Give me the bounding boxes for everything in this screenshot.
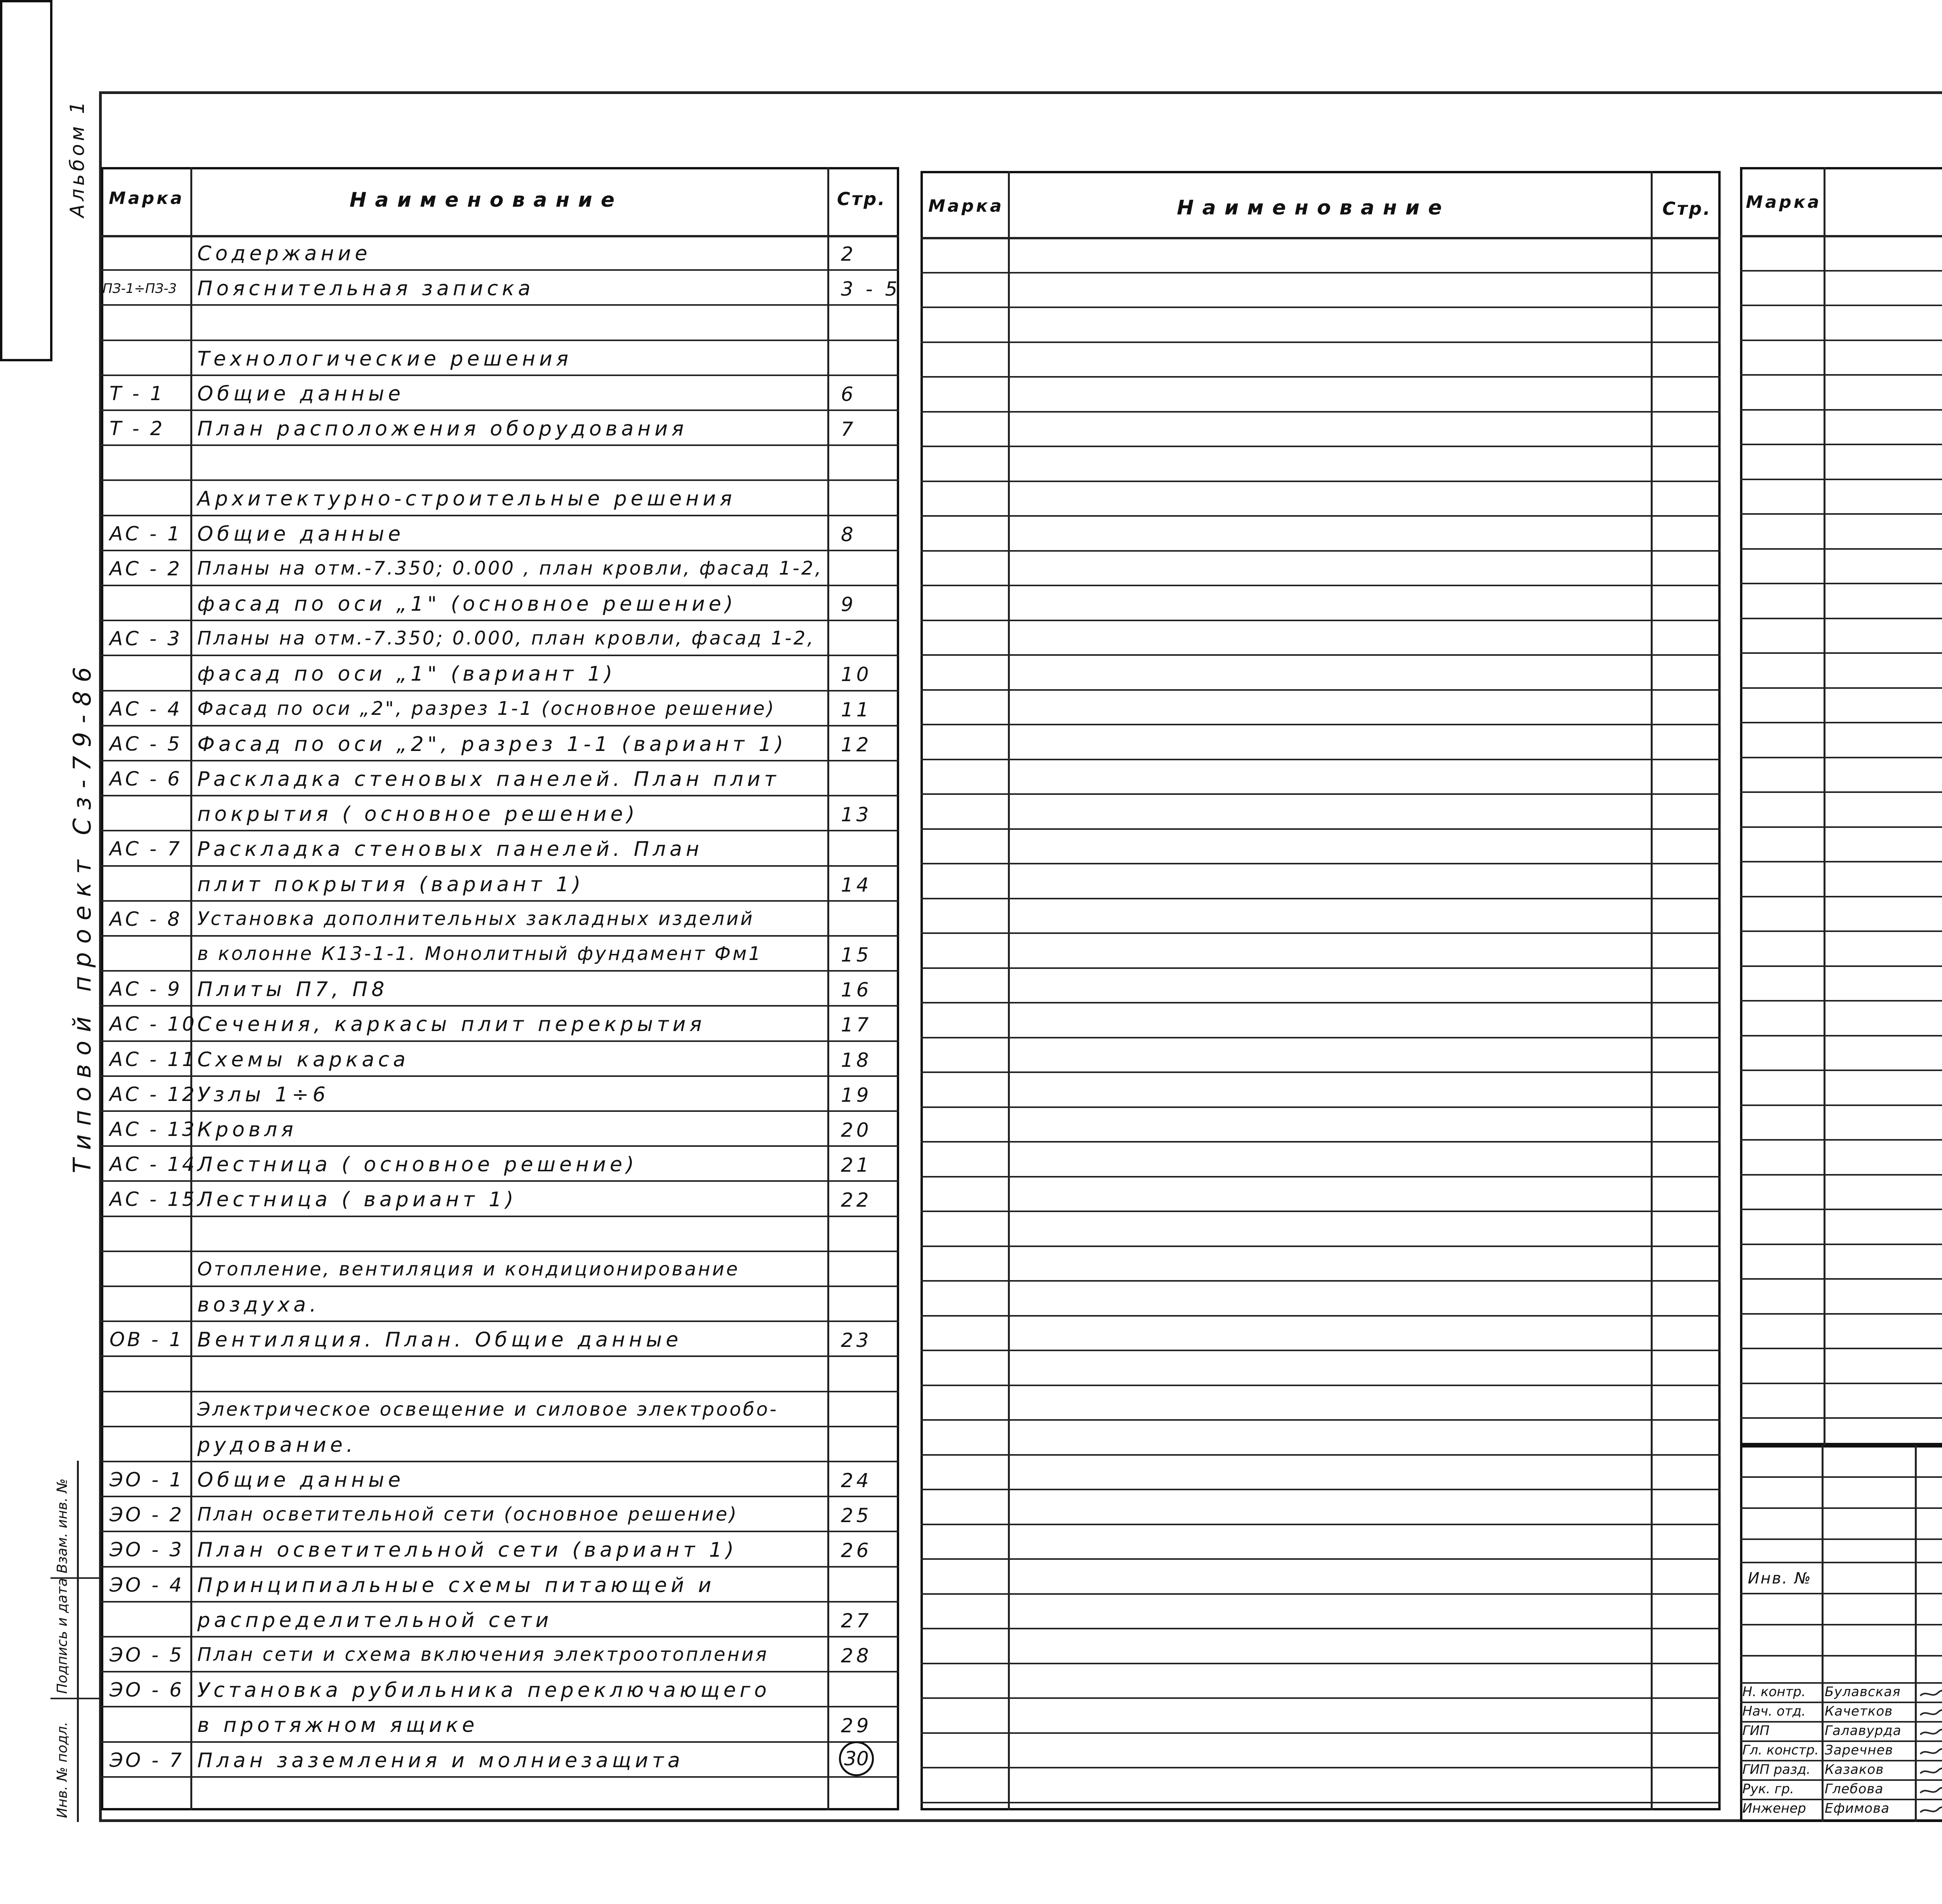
row-name: Схемы каркаса: [197, 1048, 409, 1071]
table-row: [101, 1392, 899, 1427]
table-row: [101, 480, 899, 515]
header-divider: [921, 237, 1721, 239]
table-row: [101, 1321, 899, 1356]
row-divider: [921, 1385, 1721, 1386]
row-divider: [1740, 340, 1942, 341]
row-page: 14: [841, 873, 872, 896]
row-name: Плиты П7, П8: [197, 978, 388, 1002]
row-mark: Т - 1: [110, 382, 165, 405]
name-header: Наименование: [1177, 196, 1451, 219]
table-row: [101, 971, 899, 1006]
row-page: 10: [841, 663, 872, 686]
table-row: [101, 655, 899, 690]
row-divider: [1740, 548, 1942, 550]
header-divider: [1740, 235, 1942, 237]
row-divider: [921, 341, 1721, 343]
row-divider: [1740, 861, 1942, 862]
row-divider: [921, 1106, 1721, 1108]
stamp-col: [1822, 1445, 1824, 1822]
row-mark: ЭО - 2: [110, 1503, 184, 1526]
row-name: плит покрытия (вариант 1): [197, 873, 585, 896]
row-name: План осветительной сети (основное решение): [197, 1503, 738, 1526]
row-divider: [921, 1071, 1721, 1073]
row-mark: АС - 13: [110, 1118, 197, 1141]
mark-header: Марка: [928, 196, 1004, 216]
row-divider: [921, 1524, 1721, 1525]
row-name: Пояснительная записка: [197, 277, 534, 301]
table-row: [101, 1531, 899, 1566]
row-divider: [1740, 930, 1942, 932]
table-row: [101, 270, 899, 305]
table-row: [101, 1427, 899, 1462]
table-row: [101, 761, 899, 796]
row-divider: [1740, 583, 1942, 584]
album-label: Альбом 1: [66, 98, 89, 218]
row-mark: АС - 7: [110, 838, 182, 861]
table-row: [101, 1146, 899, 1181]
stamp-line: [1740, 1624, 1942, 1625]
table-row: [101, 1567, 899, 1602]
inventory-strip-divider: [77, 1461, 79, 1822]
table-row: [101, 375, 899, 410]
row-name: распределительной сети: [197, 1608, 553, 1632]
signature-scribble: [1919, 1786, 1942, 1796]
row-divider: [921, 1558, 1721, 1560]
row-divider: [1740, 1278, 1942, 1280]
row-mark: ПЗ-1÷ПЗ-3: [103, 281, 177, 297]
row-divider: [1740, 1139, 1942, 1141]
table-row: [101, 691, 899, 726]
row-divider: [1740, 1209, 1942, 1210]
row-name: Принципиальные схемы питающей и: [197, 1573, 715, 1597]
row-name: фасад по оси „1" (основное решение): [197, 592, 737, 616]
row-page: 19: [841, 1084, 872, 1106]
mark-header: Марка: [1746, 192, 1822, 212]
page-header: Стр.: [837, 188, 886, 209]
row-page: 21: [841, 1154, 872, 1177]
row-divider: [1740, 479, 1942, 480]
contents-table-3: [1740, 167, 1942, 1445]
inventory-strip: [0, 0, 52, 361]
row-divider: [1740, 513, 1942, 515]
row-mark: ЭО - 1: [110, 1469, 184, 1491]
contents-table-2: [921, 171, 1721, 1810]
table-row: [101, 1602, 899, 1637]
row-divider: [1740, 791, 1942, 793]
row-divider: [101, 1776, 899, 1778]
signature-scribble: [1919, 1728, 1942, 1738]
stamp-line: [1740, 1702, 1942, 1703]
row-mark: ЭО - 6: [110, 1679, 184, 1702]
signature-scribble: [1919, 1689, 1942, 1699]
row-divider: [1740, 687, 1942, 689]
row-divider: [921, 1002, 1721, 1003]
row-name: Лестница ( основное решение): [197, 1153, 638, 1177]
row-mark: АС - 12: [110, 1083, 197, 1106]
row-divider: [921, 1628, 1721, 1629]
table-row: [101, 1356, 899, 1391]
row-divider: [1740, 1174, 1942, 1176]
row-divider: [921, 1767, 1721, 1768]
row-name: Электрическое освещение и силовое электрообо-: [197, 1398, 778, 1420]
table-row: [101, 1251, 899, 1286]
row-name: воздуха.: [197, 1293, 320, 1317]
inv-col-label: Взам. инв. №: [54, 1478, 70, 1573]
table-row: [101, 516, 899, 550]
row-mark: ОВ - 1: [110, 1328, 184, 1351]
table-row: [101, 1742, 899, 1777]
row-divider: [1740, 1244, 1942, 1245]
row-divider: [921, 481, 1721, 482]
signer-role: ГИП: [1742, 1723, 1770, 1739]
row-mark: АС - 6: [110, 768, 182, 790]
inv-label: Инв. №: [1748, 1570, 1812, 1587]
row-page: 28: [841, 1644, 872, 1667]
row-divider: [1740, 1417, 1942, 1419]
row-page: 25: [841, 1504, 872, 1527]
table-row: [101, 1707, 899, 1742]
row-mark: АС - 9: [110, 978, 182, 1001]
row-divider: [921, 1246, 1721, 1247]
row-page: 13: [841, 803, 872, 826]
table-border: [921, 171, 1721, 1810]
stamp-line: [1740, 1593, 1942, 1594]
row-page: 27: [841, 1609, 872, 1632]
row-divider: [921, 550, 1721, 552]
signer-name: Глебова: [1825, 1781, 1884, 1797]
row-mark: АС - 8: [110, 908, 182, 930]
row-page: 30: [844, 1747, 869, 1770]
stamp-line: [1740, 1760, 1942, 1761]
row-name: покрытия ( основное решение): [197, 803, 639, 826]
row-name: Общие данные: [197, 1469, 405, 1492]
row-divider: [921, 446, 1721, 447]
row-divider: [921, 411, 1721, 413]
row-divider: [1740, 1035, 1942, 1036]
table-row: [101, 726, 899, 761]
row-divider: [921, 1350, 1721, 1351]
row-mark: ЭО - 3: [110, 1538, 184, 1561]
table-row: [101, 305, 899, 340]
row-page: 29: [841, 1714, 872, 1737]
row-divider: [921, 1593, 1721, 1595]
table-row: [101, 1672, 899, 1707]
table-row: [101, 1462, 899, 1496]
row-name: План сети и схема включения электроотопления: [197, 1644, 769, 1665]
table-row: [101, 410, 899, 445]
stamp-line: [1740, 1740, 1942, 1742]
table-row: [101, 1286, 899, 1321]
row-page: 20: [841, 1119, 872, 1141]
row-divider: [1740, 965, 1942, 967]
row-mark: АС - 3: [110, 627, 182, 650]
row-divider: [1740, 270, 1942, 272]
table-row: [101, 1111, 899, 1146]
row-divider: [921, 932, 1721, 934]
row-divider: [1740, 374, 1942, 376]
row-page: 15: [841, 944, 872, 966]
stamp-line: [1740, 1655, 1942, 1657]
row-mark: ЭО - 7: [110, 1749, 184, 1772]
row-page: 7: [841, 418, 856, 441]
row-divider: [1740, 896, 1942, 897]
name-header: Наименование: [350, 188, 623, 212]
row-name: План осветительной сети (вариант 1): [197, 1538, 738, 1562]
signer-role: Инженер: [1742, 1801, 1806, 1816]
row-name: План расположения оборудования: [197, 417, 688, 441]
row-divider: [1740, 1000, 1942, 1002]
row-divider: [921, 272, 1721, 273]
row-divider: [921, 1211, 1721, 1212]
row-divider: [921, 724, 1721, 725]
row-divider: [921, 585, 1721, 586]
row-mark: ЭО - 4: [110, 1573, 184, 1596]
row-divider: [1740, 1313, 1942, 1315]
row-divider: [921, 1454, 1721, 1456]
table-border: [1740, 167, 1942, 1445]
signer-role: Гл. констр.: [1742, 1742, 1819, 1758]
row-divider: [921, 1141, 1721, 1143]
signer-name: Галавурда: [1825, 1723, 1902, 1739]
stamp-line: [1740, 1682, 1942, 1684]
signature-scribble: [1919, 1708, 1942, 1718]
row-divider: [1740, 1383, 1942, 1384]
row-page: 18: [841, 1049, 872, 1071]
row-page: 8: [841, 523, 856, 546]
row-page: 23: [841, 1329, 872, 1352]
row-divider: [1740, 757, 1942, 758]
row-name: Раскладка стеновых панелей. План: [197, 838, 703, 861]
row-divider: [1740, 444, 1942, 445]
row-page: 3 - 5: [841, 278, 901, 301]
row-divider: [921, 1315, 1721, 1317]
stamp-line: [1740, 1799, 1942, 1800]
row-page: 9: [841, 593, 856, 616]
row-page: 22: [841, 1189, 872, 1212]
frame-bottom: [99, 1819, 1942, 1822]
row-mark: АС - 10: [110, 1013, 197, 1036]
signer-role: Рук. гр.: [1742, 1781, 1794, 1797]
row-mark: Т - 2: [110, 417, 165, 440]
stamp-line: [1740, 1562, 1942, 1563]
row-divider: [1740, 1348, 1942, 1349]
signer-name: Заречнев: [1825, 1742, 1893, 1758]
row-name: Архитектурно-строительные решения: [197, 487, 736, 511]
page-col-divider: [1651, 171, 1653, 1810]
table-row: [101, 831, 899, 866]
signer-name: Ефимова: [1825, 1801, 1890, 1816]
signer-role: Н. контр.: [1742, 1684, 1806, 1700]
row-name: Планы на отм.-7.350; 0.000, план кровли, фасад 1-2,: [197, 627, 815, 650]
row-page: 16: [841, 979, 872, 1002]
row-divider: [921, 759, 1721, 760]
row-name: Фасад по оси „2", разрез 1-1 (основное решение): [197, 697, 776, 719]
row-divider: [921, 1419, 1721, 1421]
row-page: 12: [841, 733, 872, 756]
stamp-line: [1740, 1779, 1942, 1781]
row-divider: [1740, 826, 1942, 828]
row-page: 26: [841, 1539, 872, 1562]
row-divider: [921, 515, 1721, 517]
table-row: [101, 901, 899, 936]
table-row: [101, 235, 899, 270]
signer-name: Булавская: [1825, 1684, 1901, 1700]
stamp-line: [1740, 1476, 1942, 1478]
row-name: Узлы 1÷6: [197, 1083, 329, 1106]
signature-scribble: [1919, 1805, 1942, 1815]
row-page: 6: [841, 383, 856, 406]
row-divider: [921, 654, 1721, 656]
row-name: Фасад по оси „2", разрез 1-1 (вариант 1): [197, 732, 787, 756]
row-divider: [921, 376, 1721, 378]
table-row: [101, 1637, 899, 1672]
row-name: Общие данные: [197, 522, 405, 546]
row-mark: АС - 2: [110, 557, 182, 580]
row-page: 2: [841, 243, 856, 265]
row-divider: [1740, 618, 1942, 619]
row-divider: [921, 620, 1721, 621]
row-name: рудование.: [197, 1433, 357, 1457]
row-divider: [921, 307, 1721, 308]
inv-col-label: Подпись и дата: [54, 1578, 70, 1694]
row-mark: АС - 14: [110, 1153, 197, 1176]
row-mark: АС - 4: [110, 697, 182, 720]
table-row: [101, 1006, 899, 1041]
mark-col-divider: [1824, 167, 1825, 1445]
table-row: [101, 1041, 899, 1076]
row-divider: [921, 1697, 1721, 1699]
table-row: [101, 1181, 899, 1216]
row-divider: [1740, 409, 1942, 411]
signer-name: Казаков: [1825, 1762, 1884, 1777]
row-name: Содержание: [197, 242, 371, 265]
row-name: Сечения, каркасы плит перекрытия: [197, 1013, 706, 1036]
row-divider: [1740, 652, 1942, 654]
row-name: Вентиляция. План. Общие данные: [197, 1328, 682, 1352]
row-name: Кровля: [197, 1118, 297, 1141]
table-row: [101, 585, 899, 620]
row-divider: [921, 1037, 1721, 1038]
table-row: [101, 1216, 899, 1251]
signer-role: Нач. отд.: [1742, 1704, 1806, 1719]
row-mark: АС - 5: [110, 732, 182, 755]
project-label: Типовой проект Сз-79-86: [68, 658, 96, 1173]
row-divider: [921, 1802, 1721, 1803]
row-divider: [921, 828, 1721, 830]
row-page-circled: [839, 1741, 874, 1776]
row-divider: [921, 1663, 1721, 1664]
row-divider: [921, 1489, 1721, 1490]
signer-name: Качетков: [1825, 1704, 1893, 1719]
row-name: Установка рубильника переключающего: [197, 1679, 771, 1702]
row-divider: [921, 689, 1721, 691]
stamp-line: [1740, 1721, 1942, 1723]
row-divider: [1740, 1104, 1942, 1106]
title-block: [1740, 1445, 1942, 1822]
mark-header: Марка: [109, 188, 184, 208]
table-row: [101, 445, 899, 480]
row-name: в протяжном ящике: [197, 1714, 479, 1737]
row-name: Лестница ( вариант 1): [197, 1188, 517, 1212]
row-divider: [921, 793, 1721, 795]
row-name: Планы на отм.-7.350; 0.000 , план кровли, фасад 1-2,: [197, 557, 823, 579]
table-row: [101, 1496, 899, 1531]
stamp-line: [1740, 1507, 1942, 1509]
row-divider: [921, 1176, 1721, 1178]
row-divider: [921, 967, 1721, 969]
row-page: 24: [841, 1469, 872, 1492]
row-divider: [1740, 1070, 1942, 1071]
row-divider: [1740, 722, 1942, 723]
row-name: Отопление, вентиляция и кондиционирование: [197, 1258, 740, 1280]
row-name: фасад по оси „1" (вариант 1): [197, 662, 616, 686]
row-mark: АС - 11: [110, 1048, 197, 1071]
row-divider: [921, 1280, 1721, 1282]
row-name: Общие данные: [197, 382, 405, 406]
row-divider: [921, 1732, 1721, 1734]
row-name: в колонне К13-1-1. Монолитный фундамент Фм1: [197, 943, 762, 965]
signer-role: ГИП разд.: [1742, 1762, 1811, 1777]
stamp-line: [1740, 1538, 1942, 1540]
contents-table-1: [101, 167, 899, 1810]
row-mark: ЭО - 5: [110, 1644, 184, 1666]
row-page: 17: [841, 1014, 872, 1036]
mark-col-divider: [1008, 171, 1010, 1810]
table-row: [101, 550, 899, 585]
signature-scribble: [1919, 1766, 1942, 1777]
signature-scribble: [1919, 1747, 1942, 1757]
frame-top: [99, 91, 1942, 94]
inv-col-label: Инв. № подл.: [54, 1721, 70, 1818]
row-mark: АС - 1: [110, 522, 182, 545]
table-row: [101, 620, 899, 655]
row-divider: [921, 898, 1721, 899]
row-divider: [1740, 305, 1942, 306]
row-name: Раскладка стеновых панелей. План плит: [197, 768, 780, 791]
table-row: [101, 936, 899, 971]
row-mark: АС - 15: [110, 1188, 197, 1211]
table-row: [101, 796, 899, 831]
table-row: [101, 1076, 899, 1111]
row-page: 11: [841, 698, 872, 721]
table-row: [101, 866, 899, 901]
stamp-col: [1915, 1445, 1917, 1822]
row-name: Технологические решения: [197, 347, 573, 371]
page-header: Стр.: [1662, 198, 1712, 219]
row-name: Установка дополнительных закладных изделий: [197, 908, 755, 930]
table-row: [101, 340, 899, 375]
row-divider: [921, 863, 1721, 864]
row-name: План заземления и молниезащита: [197, 1749, 684, 1772]
